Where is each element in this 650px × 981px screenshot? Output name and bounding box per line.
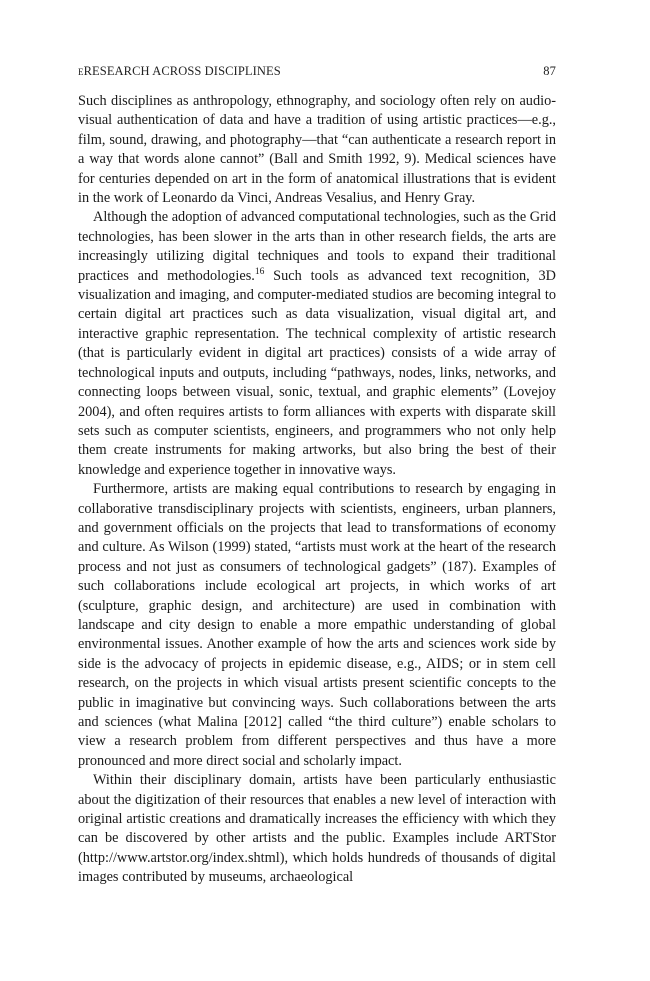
page bbox=[78, 64, 556, 888]
paragraph-4: Within their disciplinary domain, artists have been particularly enthusiastic about the digitization of their resources that enables a new level of interaction with original artistic creations and dramatically increases the efficiency with which they can be discovered by other artists and the public. Examples include ARTStor (http://www.artstor.org/index.shtml), which holds hundreds of thousands of digital images contributed by museums, archaeological bbox=[78, 772, 556, 886]
paragraph-2-text-a: Although the adoption of advanced computational technologies, such as the Grid technologies, has been slower in the arts than in other research fields, the arts are increasingly utilizing digital techniques and tools to expand their traditional practices and methodologies. bbox=[78, 209, 556, 284]
body-text bbox=[78, 92, 556, 888]
paragraph-2-text-b: Such tools as advanced text recognition, 3D visualization and imaging, and computer-mediated studios are becoming integral to certain digital art practices such as data visualization, visual digital art, and interactive graphic representation. The technical complexity of artistic research (that is particularly evident in digital art practices) consists of a wide array of technological inputs and outputs, including “pathways, nodes, links, networks, and connecting loops between visual, sonic, textual, and graphic elements” (Lovejoy 2004), and often requires artists to form alliances with experts with disparate skill sets such as computer scientists, engineers, and programmers who not only help them create instruments for making artworks, but also bring the best of their knowledge and experience together in innovative ways. bbox=[78, 267, 556, 478]
page-number: 87 bbox=[543, 64, 556, 78]
paragraph-3: Furthermore, artists are making equal contributions to research by engaging in collaborative transdisciplinary projects with scientists, engineers, urban planners, and government officials on the projects that lead to transformations of economy and culture. As Wilson (1999) stated, “artists must work at the heart of the research process and not just as consumers of technological gadgets” (187). Examples of such collaborations include ecological art projects, in which works of art (sculpture, graphic design, and architecture) are used in combination with landscape and city design to enable a more empathic understanding of global environmental issues. Another example of how the arts and sciences work side by side is the advocacy of projects in epidemic disease, e.g., AIDS; or in stem cell research, on the projects in which visual artists present scientific concepts to the public in imaginative but convincing ways. Such collaborations between the arts and sciences (what Malina [2012] called “the third culture”) enable scholars to view a research problem from different perspectives and thus have a more pronounced and more direct social and scholarly impact. bbox=[78, 481, 556, 769]
paragraph-2 bbox=[78, 208, 556, 480]
footnote-marker: 16 bbox=[254, 266, 265, 277]
running-head-title: eRESEARCH ACROSS DISCIPLINES bbox=[78, 64, 281, 78]
paragraph-1: Such disciplines as anthropology, ethnography, and sociology often rely on audio-visual authentication of data and have a tradition of using artistic practices—e.g., film, sound, drawing, and photography—that “can authenticate a research report in a way that words alone cannot” (Ball and Smith 1992, 9). Medical sciences have for centuries depended on art in the form of anatomical illustrations that is evident in the work of Leonardo da Vinci, Andreas Vesalius, and Henry Gray. bbox=[78, 93, 556, 207]
running-head bbox=[78, 64, 556, 79]
